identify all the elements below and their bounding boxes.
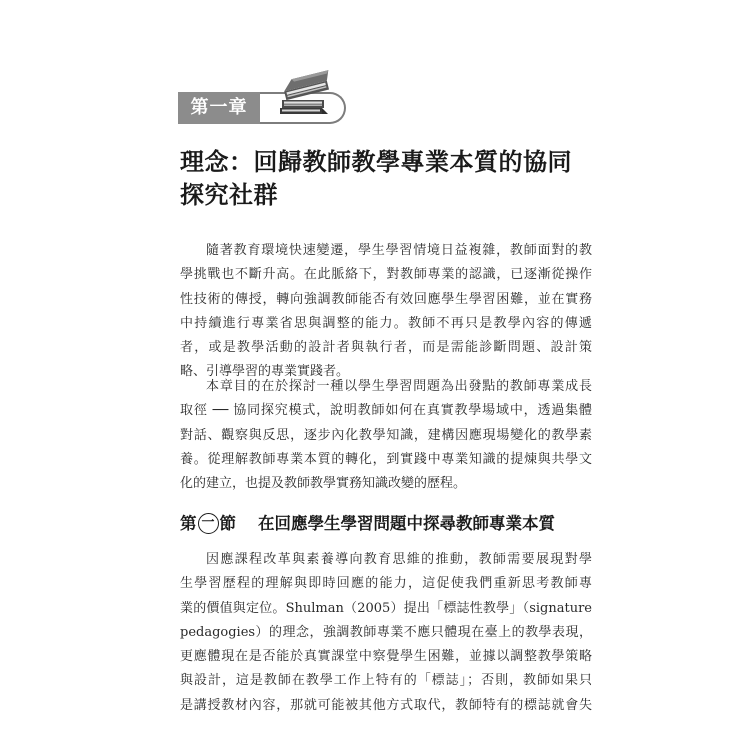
intro-paragraph-1 (180, 239, 592, 385)
section-number-circle: 一 (198, 513, 219, 534)
chapter-label: 第一章 (190, 97, 248, 118)
intro-paragraph-2 (180, 375, 592, 496)
paragraph-line: 者，或是教學活動的設計者與執行者，而是需能診斷問題、設計策 (180, 340, 592, 356)
paragraph-line: 生學習歷程的理解與即時回應的能力，這促使我們重新思考教師專 (180, 576, 592, 592)
section-title: 在回應學生學習問題中探尋教師專業本質 (258, 513, 555, 533)
paragraph-line: 業的價值與定位。Shulman（2005）提出「標誌性教學」（signature (180, 600, 592, 616)
section-prefix: 第 (180, 513, 197, 533)
paragraph-line: 對話、觀察與反思，逐步內化教學知識，建構因應現場變化的教學素 (180, 427, 592, 443)
paragraph-line: 更應體現在是否能於真實課堂中察覺學生困難，並據以調整教學策略 (180, 649, 592, 665)
paragraph-line: 略、引導學習的專業實踐者。 (180, 364, 350, 380)
section-suffix: 節 (219, 513, 236, 533)
paragraph-line: 是講授教材內容，那就可能被其他方式取代，教師特有的標誌就會失 (180, 697, 592, 713)
paragraph-line: 化的建立，也提及教師教學實務知識改變的歷程。 (180, 476, 467, 492)
chapter-title-line-1: 理念：回歸教師教學專業本質的協同 (180, 147, 572, 176)
chapter-title-line-2: 探究社群 (180, 180, 278, 209)
paragraph-line: 因應課程改革與素養導向教育思維的推動，教師需要展現對學 (206, 552, 592, 567)
section-paragraph (180, 548, 592, 718)
paragraph-line: 中持續進行專業省思與調整的能力。教師不再只是教學內容的傳遞 (180, 315, 592, 331)
paragraph-line: pedagogies）的理念，強調教師專業不應只體現在臺上的教學表現， (180, 624, 592, 640)
paragraph-line: 取徑 ── 協同探究模式，說明教師如何在真實教學場域中，透過集體 (180, 403, 592, 419)
paragraph-line: 與設計，這是教師在教學工作上特有的「標誌」；否則，教師如果只 (180, 673, 592, 689)
paragraph-line: 養。從理解教師專業本質的轉化，到實踐中專業知識的提煉與共學文 (180, 451, 592, 467)
paragraph-line: 本章目的在於探討一種以學生學習問題為出發點的教師專業成長 (206, 379, 592, 394)
paragraph-line: 學挑戰也不斷升高。在此脈絡下，對教師專業的認識，已逐漸從操作 (180, 267, 592, 283)
book-stack-icon (272, 70, 336, 120)
paragraph-line: 隨著教育環境快速變遷，學生學習情境日益複雜，教師面對的教 (206, 243, 592, 258)
section-heading (180, 509, 600, 537)
chapter-title (180, 145, 600, 211)
paragraph-line: 性技術的傳授，轉向強調教師能否有效回應學生學習困難，並在實務 (180, 291, 592, 307)
